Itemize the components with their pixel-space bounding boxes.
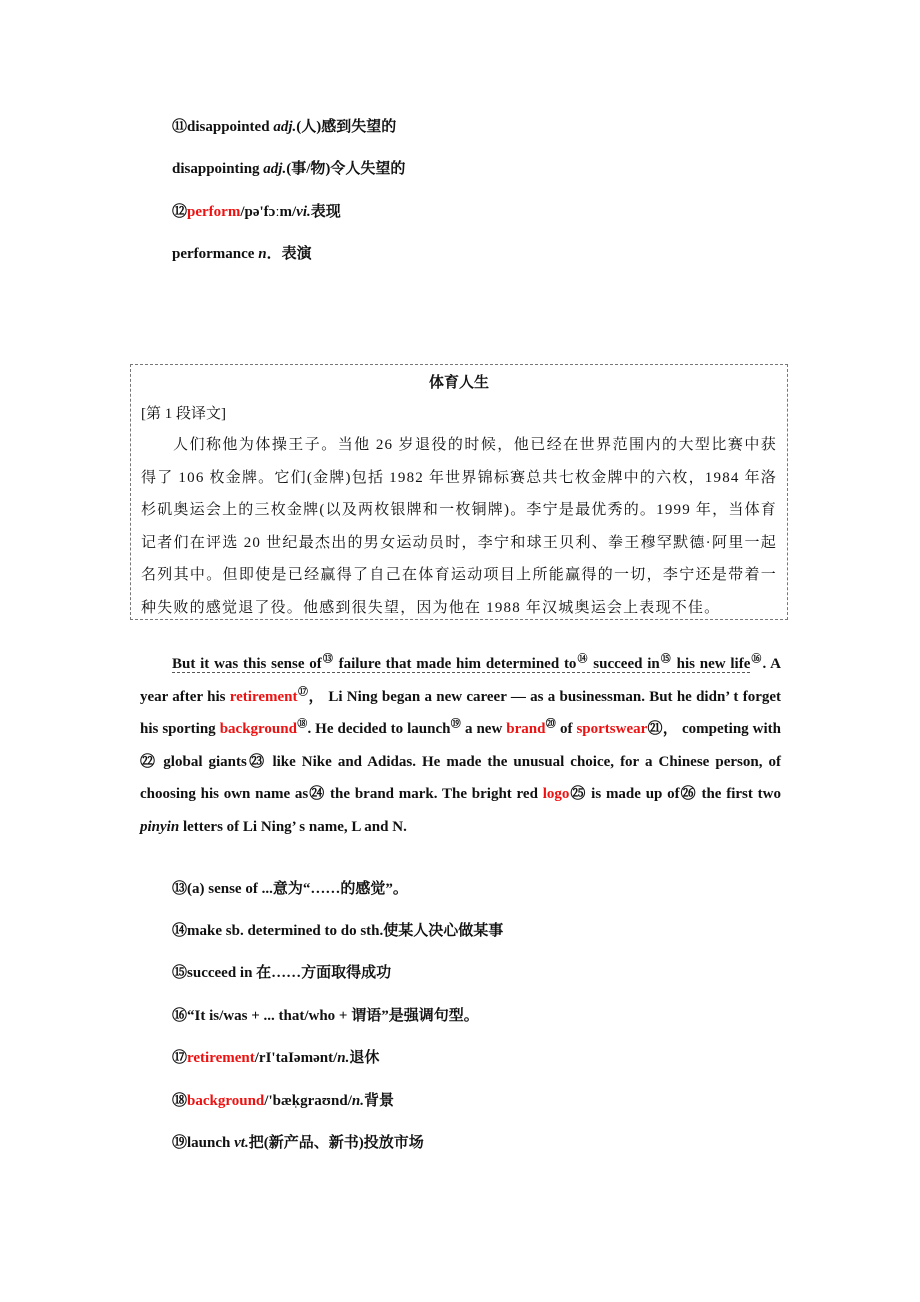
part-of-speech: vi.	[296, 204, 311, 220]
note-16	[172, 1006, 479, 1026]
text: the first two	[696, 786, 781, 803]
note-ref: ㉒	[140, 753, 158, 770]
note-number: ⑬	[172, 881, 188, 897]
part-of-speech: adj.	[273, 119, 297, 135]
keyword: logo	[542, 786, 570, 803]
note-ref: ⑳	[545, 719, 556, 731]
part-of-speech: n.	[351, 1093, 364, 1109]
phonetic: /'bæk̩graʊnd/	[264, 1093, 352, 1109]
note-ref: ⑰	[297, 686, 309, 698]
note-17	[172, 1048, 379, 1068]
translation-text: 人们称他为体操王子。当他 26 岁退役的时候，他已经在世界范围内的大型比赛中获得了 106 枚金牌。它们(金牌)包括 1982 年世界锦标赛总共七枚金牌中的六枚，1984 年洛杉矶奥运会上的三枚金牌(以及两枚银牌和一枚铜牌)。李宁是最优秀的。1999 年，当体育记者们在评选 20 世纪最杰出的男女运动员时，李宁和球王贝利、拳王穆罕默德·阿里一起名列其中。但即使是已经赢得了自己在体育运动项目上所能赢得的一切，李宁还是带着一种失败的感觉退了役。他感到很失望，因为他在 1988 年汉城奥运会上表现不佳。	[141, 437, 777, 616]
note-ref: ⑲	[450, 719, 461, 731]
vocab-meaning: 把(新产品、新书)投放市场	[248, 1135, 424, 1151]
vocab-item-disappointing	[172, 159, 405, 179]
note-number: ⑱	[172, 1093, 188, 1109]
text: of	[555, 721, 577, 738]
underlined-sentence	[172, 656, 750, 673]
note-ref: ㉕	[569, 786, 587, 803]
note-number: ⑲	[172, 1135, 188, 1151]
text: a new	[460, 721, 507, 738]
keyword: background	[219, 721, 297, 738]
vocab-meaning: (事/物)令人失望的	[286, 161, 406, 177]
phonetic: /pə'fɔːm/	[240, 204, 297, 220]
vocab-word: launch	[187, 1135, 231, 1151]
box-title: 体育人生	[428, 373, 489, 391]
keyword: brand	[506, 721, 546, 738]
vocab-item-performance	[172, 244, 312, 264]
text: But it was this sense of	[172, 656, 322, 672]
vocab-meaning: (人)感到失望的	[296, 119, 397, 135]
text: ， Li Ning began a new career — as a businessman. But he didn’ t forget his sporting	[140, 688, 781, 738]
note-ref: ㉔	[308, 786, 326, 803]
text: failure that made him determined to	[333, 656, 577, 672]
text: is made up of	[586, 786, 680, 803]
note-19	[172, 1133, 424, 1153]
text: . He decided to launch	[307, 721, 451, 738]
italic-word: pinyin	[140, 818, 180, 835]
note-number: ⑮	[172, 965, 188, 981]
vocab-meaning: 背景	[364, 1093, 395, 1109]
vocab-word: performance	[172, 246, 255, 262]
note-ref: ⑬	[321, 654, 334, 665]
keyword: retirement	[229, 688, 298, 705]
note-text: “It is/was + ... that/who + 谓语”是强调句型。	[187, 1008, 479, 1024]
vocab-word: disappointed	[187, 119, 270, 135]
vocab-word: perform	[187, 204, 241, 220]
part-of-speech: vt.	[234, 1135, 249, 1151]
note-text: succeed in 在……方面取得成功	[187, 965, 392, 981]
note-ref: ⑮	[659, 654, 672, 665]
vocab-item-disappointed	[172, 117, 396, 137]
part-of-speech: n.	[337, 1050, 350, 1066]
note-14	[172, 921, 503, 941]
vocab-word: disappointing	[172, 161, 260, 177]
text: like Nike and Adidas. He made the unusual choice, for a Chinese person, of choosing his own name as	[140, 753, 781, 803]
vocab-meaning: ．表演	[266, 246, 312, 262]
note-ref: ⑱	[296, 719, 308, 731]
vocab-word: background	[187, 1093, 265, 1109]
vocab-word: retirement	[187, 1050, 255, 1066]
text: global giants	[157, 753, 247, 770]
text: . A year after his	[140, 656, 781, 705]
keyword: sportswear	[576, 721, 648, 738]
part-of-speech: adj.	[263, 161, 287, 177]
translation-box	[130, 364, 788, 620]
note-ref: ⑯	[750, 654, 763, 665]
note-15	[172, 963, 391, 983]
text: succeed in	[588, 656, 660, 672]
text: his new life	[671, 656, 751, 672]
note-number: ⑯	[172, 1008, 188, 1024]
note-number: ⑪	[172, 119, 188, 135]
note-text: make sb. determined to do sth.使某人决心做某事	[187, 923, 504, 939]
vocab-meaning: 表现	[310, 204, 341, 220]
note-number: ⑫	[172, 204, 188, 220]
text: the brand mark. The bright red	[325, 786, 543, 803]
box-label: [第 1 段译文]	[141, 406, 226, 422]
note-number: ⑰	[172, 1050, 188, 1066]
vocab-item-perform	[172, 202, 341, 222]
text: letters of Li Ning’ s name, L and N.	[179, 818, 407, 835]
note-number: ⑭	[172, 923, 188, 939]
note-18	[172, 1091, 394, 1111]
note-13	[172, 879, 408, 899]
note-ref: ㉖	[679, 786, 697, 803]
note-ref: ㉑	[647, 721, 663, 738]
part-of-speech: n	[258, 246, 267, 262]
vocab-meaning: 退休	[349, 1050, 380, 1066]
passage-paragraph	[140, 648, 781, 844]
note-text: (a) sense of ...意为“……的感觉”。	[187, 881, 408, 897]
phonetic: /rI'taIəmənt/	[254, 1050, 338, 1066]
note-ref: ⑭	[576, 654, 589, 665]
text: ， competing with	[662, 721, 781, 738]
note-ref: ㉓	[246, 753, 267, 770]
